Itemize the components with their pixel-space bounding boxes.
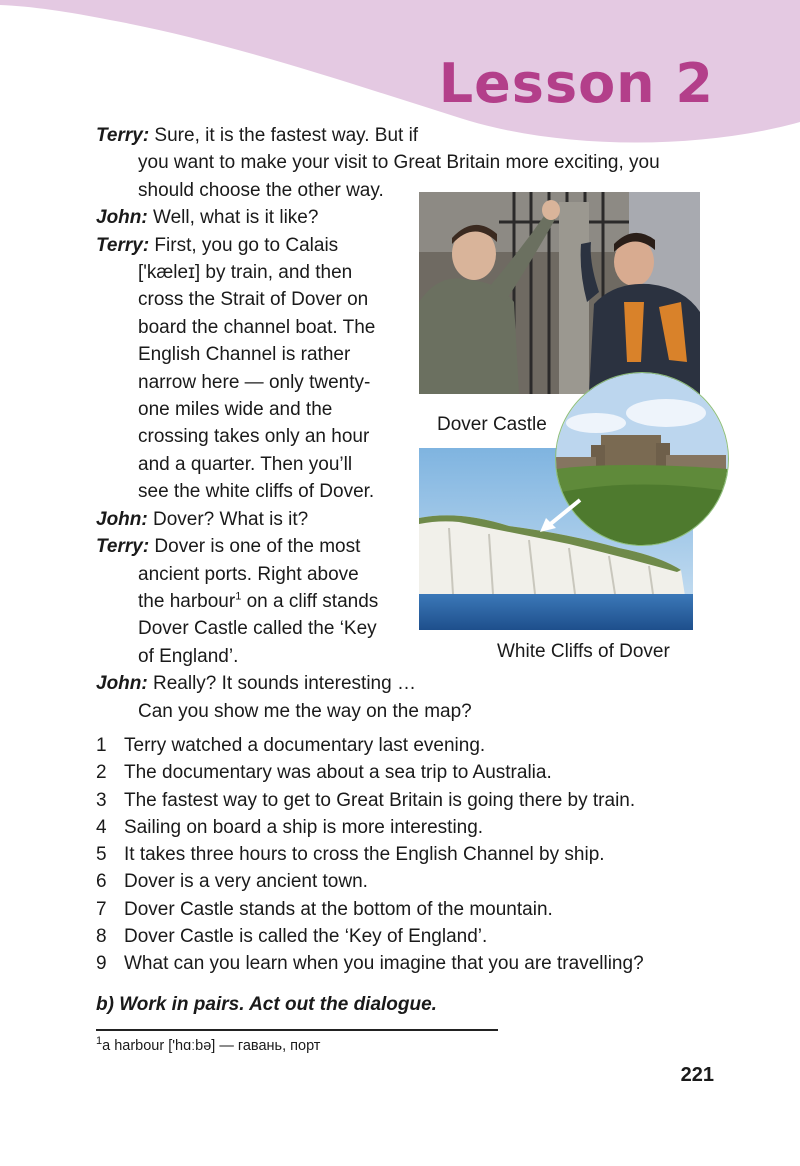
item-number: 6 xyxy=(96,871,107,893)
statements-list xyxy=(96,732,736,978)
dialogue-text: Dover Castle called the ‘Key xyxy=(138,618,377,640)
speaker-john: John: xyxy=(96,673,148,695)
item-number: 8 xyxy=(96,926,107,948)
dialogue-text-part: the harbour xyxy=(138,590,236,612)
dialogue-text: narrow here — only twenty- xyxy=(138,371,371,393)
list-item xyxy=(96,868,736,895)
list-item xyxy=(96,841,736,868)
footnote xyxy=(96,1035,321,1054)
list-item xyxy=(96,732,736,759)
item-text: What can you learn when you imagine that you are travelling? xyxy=(124,953,644,975)
caption-dover-castle: Dover Castle xyxy=(437,414,547,435)
speaker-john: John: xyxy=(96,508,148,530)
list-item xyxy=(96,814,736,841)
dialogue-text: should choose the other way. xyxy=(138,179,384,201)
list-item xyxy=(96,950,736,977)
item-number: 2 xyxy=(96,762,107,784)
dialogue-text: Sure, it is the fastest way. But if xyxy=(149,125,419,146)
item-text: Dover Castle is called the ‘Key of England’. xyxy=(124,926,488,948)
arrow-icon xyxy=(536,496,586,536)
item-number: 1 xyxy=(96,735,107,756)
page-number: 221 xyxy=(680,1064,714,1086)
dialogue-text: one miles wide and the xyxy=(138,399,333,421)
item-text: Dover Castle stands at the bottom of the mountain. xyxy=(124,898,553,920)
item-text: Dover is a very ancient town. xyxy=(124,871,368,893)
photo-boys-at-gate xyxy=(419,192,700,394)
footnote-mark: 1 xyxy=(235,590,242,603)
footnote-divider xyxy=(96,1029,498,1031)
dialogue-text: Dover? What is it? xyxy=(147,508,309,530)
task-instruction: b) Work in pairs. Act out the dialogue. xyxy=(96,994,437,1015)
list-item xyxy=(96,923,736,950)
lesson-title: Lesson 2 xyxy=(438,52,714,115)
dialogue-text: Can you show me the way on the map? xyxy=(138,700,472,722)
item-text: Terry watched a documentary last evening. xyxy=(124,735,486,756)
item-number: 5 xyxy=(96,844,107,866)
item-text: The documentary was about a sea trip to Australia. xyxy=(124,762,552,784)
footnote-text: a harbour ['hɑːbə] — гавань, порт xyxy=(102,1038,321,1054)
dialogue-text: crossing takes only an hour xyxy=(138,426,370,448)
item-number: 7 xyxy=(96,898,107,920)
list-item xyxy=(96,759,736,786)
speaker-terry: Terry: xyxy=(96,234,150,256)
speaker-terry: Terry: xyxy=(96,125,150,146)
dialogue-line-terry xyxy=(96,122,716,149)
dialogue-text: First, you go to Calais xyxy=(149,234,339,256)
dialogue-text: Well, what is it like? xyxy=(147,207,319,229)
dialogue-text: you want to make your visit to Great Britain more exciting, you xyxy=(138,152,660,174)
item-text: It takes three hours to cross the English Channel by ship. xyxy=(124,844,605,866)
dialogue-text: English Channel is rather xyxy=(138,344,351,366)
dialogue-text: cross the Strait of Dover on xyxy=(138,289,369,311)
item-text: The fastest way to get to Great Britain is going there by train. xyxy=(124,789,636,811)
item-text: Sailing on board a ship is more interesting. xyxy=(124,816,484,838)
dialogue-text: ancient ports. Right above xyxy=(138,563,359,585)
dialogue-text: Dover is one of the most xyxy=(149,536,361,558)
speaker-terry: Terry: xyxy=(96,536,150,558)
dialogue-text: Really? It sounds interesting … xyxy=(147,673,416,695)
list-item xyxy=(96,787,736,814)
dialogue-text: board the channel boat. The xyxy=(138,316,376,338)
dialogue-line-john xyxy=(96,670,716,697)
item-number: 9 xyxy=(96,953,107,975)
dialogue-text: ['kæleɪ] by train, and then xyxy=(138,262,353,284)
list-item xyxy=(96,896,736,923)
dialogue-text: see the white cliffs of Dover. xyxy=(138,481,375,503)
speaker-john: John: xyxy=(96,207,148,229)
item-number: 4 xyxy=(96,816,107,838)
dialogue-text-part: on a cliff stands xyxy=(241,590,379,612)
caption-white-cliffs: White Cliffs of Dover xyxy=(497,641,670,662)
item-number: 3 xyxy=(96,789,107,811)
dialogue-text: and a quarter. Then you’ll xyxy=(138,453,353,475)
dialogue-text: of England’. xyxy=(138,645,239,667)
footnote-mark: 1 xyxy=(96,1035,103,1048)
